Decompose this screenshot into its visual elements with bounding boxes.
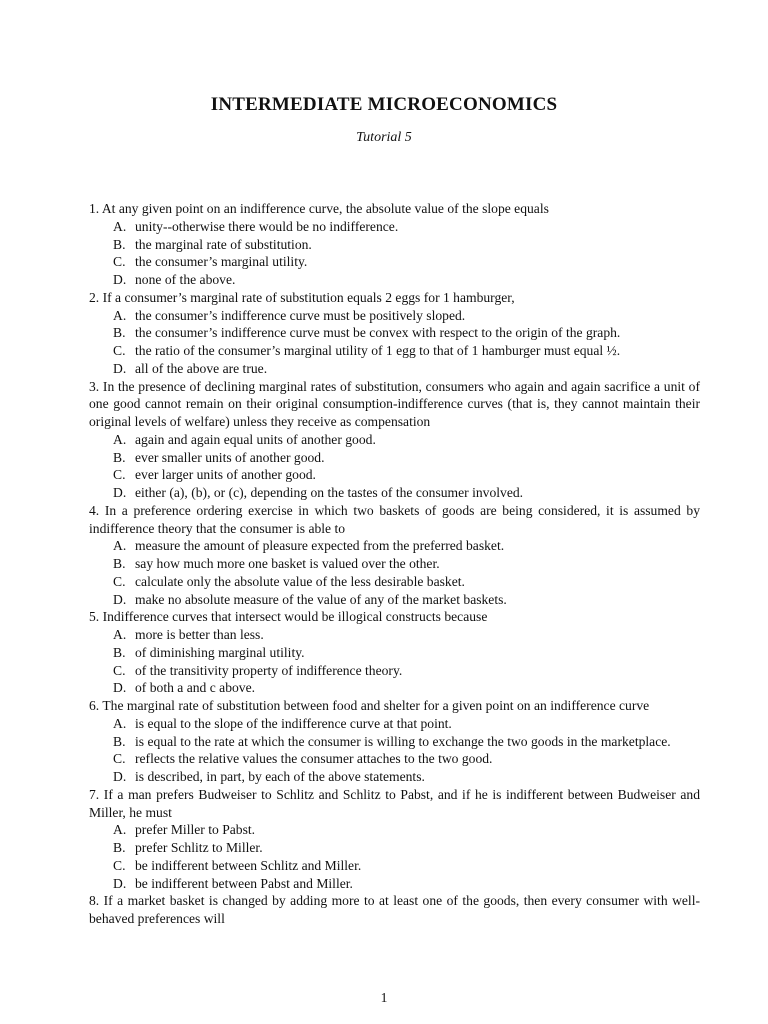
question-stem: 5. Indifference curves that intersect would be illogical constructs because: [89, 609, 488, 625]
answer-option: [89, 236, 700, 254]
option-text: ever larger units of another good.: [135, 467, 316, 483]
answer-option: [89, 626, 700, 644]
question-stem: 4. In a preference ordering exercise in which two baskets of goods are being considered, it is assumed by indifference theory that the consumer is able to: [89, 502, 700, 536]
option-letter: D.: [113, 272, 127, 287]
option-text: of diminishing marginal utility.: [135, 644, 305, 660]
question-stem: 3. In the presence of declining marginal rates of substitution, consumers who again and again sacrifice a unit of one good cannot remain on their original consumption-indifference curves (that is, they cannot maintain their original levels of welfare) unless they receive as compensation: [89, 378, 700, 429]
answer-option: [89, 449, 700, 467]
answer-option: [89, 821, 700, 839]
answer-option: [89, 857, 700, 875]
document-subtitle: Tutorial 5: [356, 130, 412, 145]
answer-option: [89, 679, 700, 697]
option-list: [89, 307, 700, 378]
option-list: [89, 626, 700, 697]
option-text: the consumer’s indifference curve must be positively sloped.: [135, 307, 466, 323]
option-letter: C.: [113, 343, 126, 358]
option-letter: B.: [113, 733, 126, 749]
option-letter: A.: [113, 715, 127, 731]
answer-option: [89, 253, 700, 271]
option-letter: D.: [113, 875, 127, 891]
option-text: is described, in part, by each of the above statements.: [135, 769, 425, 784]
answer-option: [89, 307, 700, 325]
option-text: of both a and c above.: [135, 680, 256, 696]
option-text: the ratio of the consumer’s marginal utility of 1 egg to that of 1 hamburger must equal ½.: [135, 343, 621, 358]
question-item: [89, 289, 700, 378]
question-item: [89, 892, 700, 928]
option-text: calculate only the absolute value of the less desirable basket.: [135, 573, 465, 589]
option-text: be indifferent between Schlitz and Miller.: [135, 857, 362, 873]
answer-option: [89, 662, 700, 680]
option-letter: B.: [113, 236, 126, 252]
option-text: the marginal rate of substitution.: [135, 236, 312, 252]
answer-option: [89, 715, 700, 733]
option-letter: A.: [113, 538, 127, 554]
question-item: [89, 697, 700, 786]
option-text: measure the amount of pleasure expected from the preferred basket.: [135, 538, 505, 554]
answer-option: [89, 750, 700, 768]
option-letter: A.: [113, 218, 127, 234]
option-letter: D.: [113, 485, 127, 500]
answer-option: [89, 591, 700, 609]
option-text: ever smaller units of another good.: [135, 449, 325, 465]
answer-option: [89, 573, 700, 591]
option-text: make no absolute measure of the value of any of the market baskets.: [135, 591, 507, 607]
option-letter: D.: [113, 360, 127, 376]
document-title: INTERMEDIATE MICROECONOMICS: [210, 94, 558, 115]
option-text: be indifferent between Pabst and Miller.: [135, 875, 353, 891]
option-letter: C.: [113, 857, 126, 873]
option-list: [89, 218, 700, 289]
option-letter: A.: [113, 431, 127, 447]
question-item: [89, 200, 700, 289]
question-item: [89, 378, 700, 502]
option-letter: A.: [113, 627, 127, 642]
question-item: [89, 608, 700, 697]
option-text: more is better than less.: [135, 627, 264, 642]
option-list: [89, 715, 700, 786]
option-letter: B.: [113, 840, 126, 855]
answer-option: [89, 360, 700, 378]
question-stem: 2. If a consumer’s marginal rate of substitution equals 2 eggs for 1 hamburger,: [89, 289, 515, 305]
option-letter: C.: [113, 254, 126, 270]
answer-option: [89, 537, 700, 555]
answer-option: [89, 875, 700, 893]
option-list: [89, 537, 700, 608]
option-text: unity--otherwise there would be no indifference.: [135, 218, 399, 234]
answer-option: [89, 733, 700, 751]
option-text: all of the above are true.: [135, 360, 268, 376]
option-letter: C.: [113, 662, 126, 678]
answer-option: [89, 324, 700, 342]
option-letter: C.: [113, 573, 126, 589]
option-text: is equal to the rate at which the consumer is willing to exchange the two goods in the marketplace.: [135, 733, 671, 749]
answer-option: [89, 644, 700, 662]
option-list: [89, 821, 700, 892]
answer-option: [89, 555, 700, 573]
answer-option: [89, 466, 700, 484]
option-text: prefer Schlitz to Miller.: [135, 840, 263, 855]
question-item: [89, 786, 700, 893]
option-text: say how much more one basket is valued over the other.: [135, 556, 440, 571]
answer-option: [89, 768, 700, 786]
question-stem: 6. The marginal rate of substitution between food and shelter for a given point on an indifference curve: [89, 698, 650, 713]
option-list: [89, 431, 700, 502]
question-stem: 1. At any given point on an indifference curve, the absolute value of the slope equals: [89, 201, 549, 216]
option-text: none of the above.: [135, 272, 236, 287]
question-stem: 8. If a market basket is changed by adding more to at least one of the goods, then every consumer with well-behaved preferences will: [89, 893, 700, 926]
option-letter: C.: [113, 751, 126, 767]
option-letter: D.: [113, 680, 127, 696]
answer-option: [89, 218, 700, 236]
option-letter: C.: [113, 467, 126, 483]
page-number: 1: [380, 990, 388, 1005]
option-text: either (a), (b), or (c), depending on the tastes of the consumer involved.: [135, 485, 524, 500]
option-text: prefer Miller to Pabst.: [135, 822, 256, 838]
option-letter: B.: [113, 556, 126, 571]
question-item: [89, 502, 700, 609]
answer-option: [89, 431, 700, 449]
option-letter: B.: [113, 325, 126, 341]
option-text: the consumer’s indifference curve must be convex with respect to the origin of the graph.: [135, 325, 621, 341]
option-letter: B.: [113, 449, 126, 465]
option-letter: A.: [113, 822, 127, 838]
question-list: [89, 200, 700, 928]
option-letter: D.: [113, 591, 127, 607]
option-letter: D.: [113, 769, 127, 784]
option-text: of the transitivity property of indifference theory.: [135, 662, 403, 678]
answer-option: [89, 271, 700, 289]
answer-option: [89, 839, 700, 857]
option-text: the consumer’s marginal utility.: [135, 254, 308, 270]
option-text: reflects the relative values the consumer attaches to the two good.: [135, 751, 493, 767]
answer-option: [89, 484, 700, 502]
option-text: is equal to the slope of the indifference curve at that point.: [135, 715, 452, 731]
question-stem: 7. If a man prefers Budweiser to Schlitz and Schlitz to Pabst, and if he is indifferent between Budweiser and Miller, he must: [89, 786, 700, 820]
option-letter: A.: [113, 307, 127, 323]
option-letter: B.: [113, 644, 126, 660]
option-text: again and again equal units of another good.: [135, 431, 376, 447]
answer-option: [89, 342, 700, 360]
